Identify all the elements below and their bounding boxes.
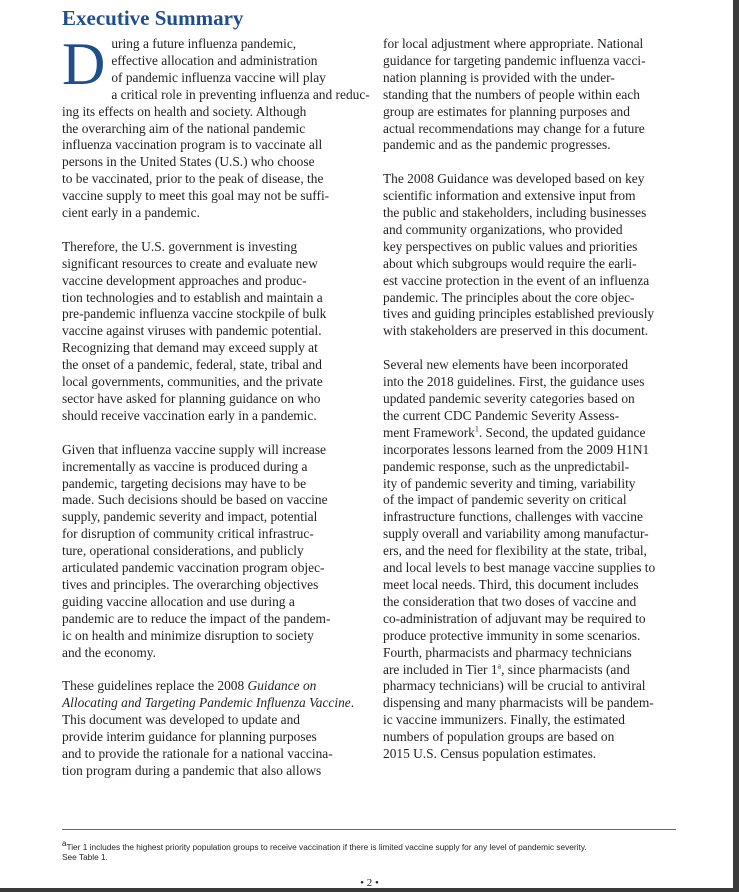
text-line: supply, pandemic severity and impact, potential (62, 509, 318, 525)
left-paragraph-4 (62, 678, 354, 779)
text-line: ers, and the need for flexibility at the state, tribal, (383, 543, 648, 559)
text-line: pandemic response, such as the unpredictabil- (383, 458, 630, 474)
window-frame-right (733, 0, 739, 892)
text-line: pandemic are to reduce the impact of the pandem- (62, 610, 331, 626)
text-line: sector have asked for planning guidance on who (62, 391, 321, 407)
footnote (62, 839, 682, 862)
text-line: provide interim guidance for planning purposes (62, 729, 317, 745)
text-line: the consideration that two doses of vaccine and (383, 593, 637, 609)
text-line: local governments, communities, and the private (62, 374, 323, 390)
text-line: for local adjustment where appropriate. National (383, 36, 644, 51)
document-title-italic: Allocating and Targeting Pandemic Influenza Vaccine (62, 695, 351, 711)
text-line: Recognizing that demand may exceed supply at (62, 340, 318, 356)
text-line: the overarching aim of the national pandemic (62, 120, 306, 136)
text-line: a critical role in preventing influenza and reduc- (111, 86, 370, 102)
text-line: articulated pandemic vaccination program objec- (62, 560, 325, 576)
footnote-marker: a (62, 839, 67, 849)
text-segment: ment Framework (383, 424, 475, 440)
text-line: of the impact of pandemic severity on critical (383, 492, 627, 508)
text-line: persons in the United States (U.S.) who choose (62, 154, 315, 170)
text-line: scientific information and extensive input from (383, 188, 636, 204)
text-line: about which subgroups would require the earli- (383, 255, 637, 271)
text-line: and to provide the rationale for a national vaccina- (62, 746, 333, 762)
text-line: Given that influenza vaccine supply will increase (62, 441, 326, 457)
text-line: for disruption of community critical infrastruc- (62, 526, 314, 542)
document-title-italic: Guidance on (247, 678, 317, 694)
endnote-reference[interactable]: 1 (474, 424, 479, 434)
text-line: pandemic and as the pandemic progresses. (383, 137, 611, 153)
text-line: produce protective immunity in some scenarios. (383, 627, 641, 643)
text-line: Several new elements have been incorporated (383, 357, 629, 373)
text-segment: are included in Tier 1 (383, 661, 498, 677)
text-line: actual recommendations may change for a future (383, 120, 645, 136)
text-line: into the 2018 guidelines. First, the guidance uses (383, 374, 645, 390)
footnote-line: See Table 1. (62, 852, 108, 862)
text-line: standing that the numbers of people within each (383, 86, 640, 102)
footnote-reference[interactable]: a (497, 661, 502, 671)
text-line: co-administration of adjuvant may be required to (383, 610, 646, 626)
text-line: supply overall and variability among manufactur- (383, 526, 649, 542)
page-number: • 2 • (360, 877, 379, 889)
text-line: numbers of population groups are based on (383, 729, 615, 745)
text-line: tion program during a pandemic that also allows (62, 762, 322, 778)
text-line: ic vaccine immunizers. Finally, the estimated (383, 712, 625, 728)
text-line: guiding vaccine allocation and use during a (62, 593, 295, 609)
text-line: incrementally as vaccine is produced during a (62, 458, 308, 474)
text-line: of pandemic influenza vaccine will play (111, 69, 326, 85)
text-line: est vaccine protection in the event of an influenza (383, 272, 650, 288)
text-line (62, 678, 354, 695)
text-line: and community organizations, who provided (383, 221, 623, 237)
left-paragraph-2 (62, 239, 354, 425)
footnote-text: Tier 1 includes the highest priority population groups to receive vaccination if there is limited vaccine supply for any level of pandemic severity. (66, 842, 587, 852)
footnote-divider (62, 829, 676, 830)
text-line: tives and principles. The overarching objectives (62, 576, 319, 592)
text-line: Fourth, pharmacists and pharmacy technicians (383, 644, 632, 660)
text-segment: . (350, 695, 355, 711)
text-line: effective allocation and administration (111, 52, 318, 68)
drop-cap: D (62, 31, 106, 97)
text-line: dispensing and many pharmacists will be pandem- (383, 695, 654, 711)
text-line: vaccine against viruses with pandemic potential. (62, 323, 322, 339)
text-line (383, 662, 675, 679)
right-paragraph-3 (383, 357, 675, 763)
text-line (62, 695, 354, 712)
text-line: This document was developed to update and (62, 712, 300, 728)
text-line (383, 425, 675, 442)
text-line: uring a future influenza pandemic, (111, 36, 297, 51)
text-line: pharmacy technicians) will be crucial to antiviral (383, 678, 646, 694)
text-line: vaccine development approaches and produc- (62, 272, 307, 288)
text-line: 2015 U.S. Census population estimates. (383, 746, 597, 762)
left-paragraph-1 (62, 31, 370, 222)
text-line: infrastructure functions, challenges with vaccine (383, 509, 643, 525)
left-paragraph-3 (62, 442, 354, 662)
text-line: group are estimates for planning purposes and (383, 103, 630, 119)
text-line: made. Such decisions should be based on vaccine (62, 492, 328, 508)
text-line: ity of pandemic severity and timing, variability (383, 475, 636, 491)
text-line: updated pandemic severity categories based on (383, 391, 635, 406)
text-line: ture, operational considerations, and publicly (62, 543, 304, 559)
text-line: ing its effects on health and society. Although (62, 103, 307, 119)
text-line: cient early in a pandemic. (62, 205, 200, 221)
text-line: vaccine supply to meet this goal may not be suffi- (62, 188, 330, 204)
text-line: tion technologies and to establish and maintain a (62, 289, 323, 305)
text-line: significant resources to create and evaluate new (62, 255, 318, 271)
text-segment: , since pharmacists (and (501, 661, 630, 677)
text-line: with stakeholders are preserved in this document. (383, 323, 649, 339)
text-line: guidance for targeting pandemic influenza vacci- (383, 52, 646, 68)
text-line: and local levels to best manage vaccine supplies to (383, 560, 656, 576)
footnote-line (62, 839, 682, 852)
right-paragraph-1 (383, 36, 675, 154)
left-column (62, 31, 370, 797)
text-segment: . Second, the updated guidance (478, 424, 646, 440)
text-line: Therefore, the U.S. government is investing (62, 238, 298, 254)
right-paragraph-2 (383, 171, 675, 340)
text-line: ic on health and minimize disruption to society (62, 627, 314, 643)
text-line: the onset of a pandemic, federal, state, tribal and (62, 357, 322, 373)
text-line: and the economy. (62, 644, 156, 660)
text-line: key perspectives on public values and priorities (383, 238, 638, 254)
text-line: meet local needs. Third, this document includes (383, 576, 639, 592)
page-title: Executive Summary (62, 6, 244, 30)
text-line: tives and guiding principles established previously (383, 306, 655, 322)
text-line: influenza vaccination program is to vaccinate all (62, 137, 323, 153)
text-line: the current CDC Pandemic Severity Assess- (383, 407, 620, 423)
text-line: should receive vaccination early in a pandemic. (62, 407, 317, 423)
text-line: the public and stakeholders, including businesses (383, 205, 647, 221)
right-column (383, 36, 675, 780)
text-line: to be vaccinated, prior to the peak of disease, the (62, 171, 324, 187)
text-line: nation planning is provided with the under- (383, 69, 615, 85)
text-line: incorporates lessons learned from the 2009 H1N1 (383, 441, 650, 457)
text-line: The 2008 Guidance was developed based on key (383, 171, 645, 187)
text-line: pre-pandemic influenza vaccine stockpile of bulk (62, 306, 327, 322)
text-line: pandemic, targeting decisions may have to be (62, 475, 307, 491)
text-segment: These guidelines replace the 2008 (62, 678, 248, 694)
text-line: pandemic. The principles about the core objec- (383, 289, 635, 305)
